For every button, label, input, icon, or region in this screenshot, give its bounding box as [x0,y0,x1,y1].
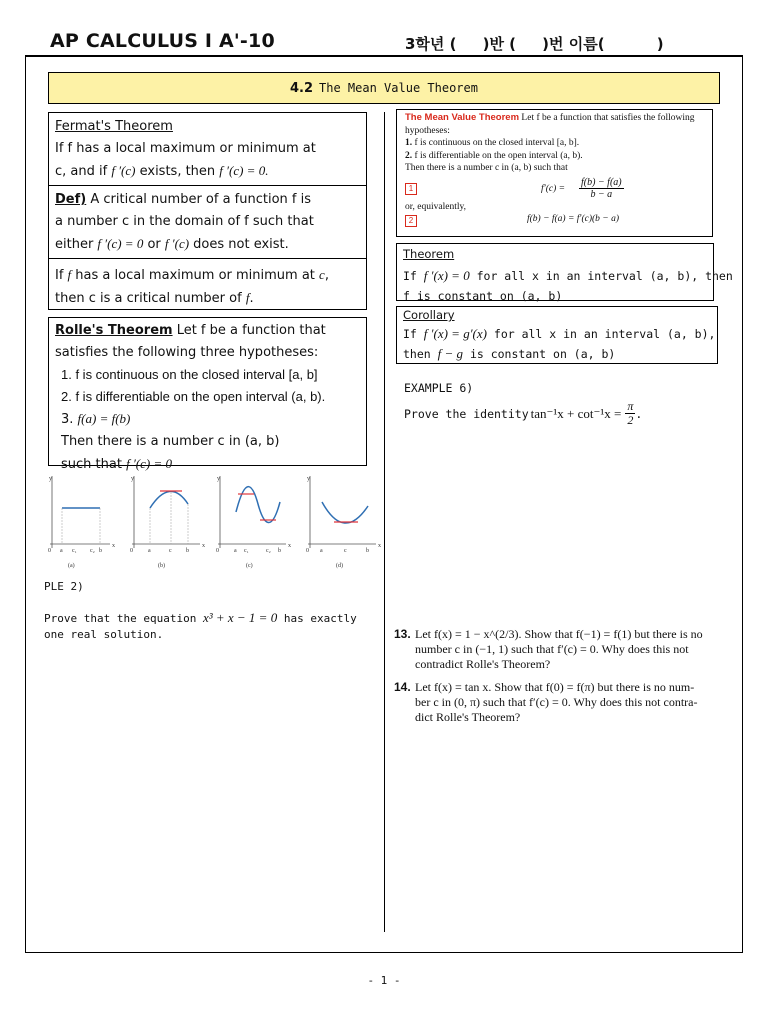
rolle-line2: satisfies the following three hypotheses: [55,345,319,360]
definition-line1: Def) A critical number of a function f is [55,192,312,207]
problem-13-number: 13. [394,627,411,641]
svg-text:a: a [60,548,63,554]
graph-caption-a: (a) [68,563,75,569]
theorem-line1: If f ′(x) = 0 for all x in an interval (a, b), then [403,268,733,283]
svg-text:a: a [234,548,237,554]
svg-text:x: x [378,543,381,549]
definition-line2: a number c in the domain of f such that [55,214,314,229]
problem-14-number: 14. [394,680,411,694]
svg-text:a: a [320,548,323,554]
svg-text:c₂: c₂ [90,548,95,554]
svg-text:c: c [169,548,172,554]
corollary-title: Corollary [403,308,455,322]
section-number: 4.2 [290,80,314,96]
mvt-equation-2: 2 f(b) − f(a) = f′(c)(b − a) [405,213,704,227]
column-divider [384,112,385,932]
example-6-text: Prove the identity tan⁻¹x + cot⁻¹x = $\frac{\pi}{2}$ . [404,399,643,427]
rolle-hypothesis-1: 1. f is continuous on the closed interval [a, b] [61,367,318,382]
mvt-equation-1: 1 f′(c) = $\frac{f(b) - f(a)}{b - a}$ [405,175,704,201]
example-2-text: Prove that the equation x³ + x − 1 = 0 has exactly one real solution. [44,610,357,641]
problem-13: 13. Let f(x) = 1 − x^(2/3). Show that f(−1) = f(1) but there is no number c in (−1, 1) such that f′(c) = 0. Why does this not contradict Rolle's Theorem? [394,627,703,671]
problem-14: 14. Let f(x) = tan x. Show that f(0) = f(π) but there is no num- ber c in (0, π) such that f′(c) = 0. Why does this not contra- dict Rolle's Theorem? [394,680,698,724]
svg-text:c₁: c₁ [244,548,249,554]
svg-text:y: y [49,476,52,482]
svg-text:y: y [307,476,310,482]
equation-tag-2: 2 [405,215,417,227]
svg-text:0: 0 [48,548,51,554]
document-title: AP CALCULUS I A'-10 [50,30,275,52]
svg-text:c₂: c₂ [266,548,271,554]
example-6-label: EXAMPLE 6) [404,381,474,395]
svg-text:0: 0 [306,548,309,554]
rolle-theorem-box [48,317,367,472]
theorem-title: Theorem [403,247,455,261]
rolle-hypothesis-3: 3. f(a) = f(b) [61,411,131,427]
svg-text:b: b [278,548,281,554]
definition-box [48,185,367,259]
section-title: The Mean Value Theorem [319,81,478,95]
graph-c [216,476,291,569]
svg-text:0: 0 [130,548,133,554]
svg-text:b: b [186,548,189,554]
mvt-intro: The Mean Value Theorem Let f be a function that satisfies the following [405,112,695,123]
example-2-label: PLE 2) [44,580,84,593]
svg-text:x: x [288,543,291,549]
graph-caption-c: (c) [246,563,253,569]
graph-caption-b: (b) [158,563,165,569]
svg-text:c: c [344,548,347,554]
graph-caption-d: (d) [336,563,343,569]
svg-text:0: 0 [216,548,219,554]
mvt-hypothesis-2: 2. f is differentiable on the open interval (a, b). [405,150,583,161]
svg-text:b: b [99,548,102,554]
svg-text:c₁: c₁ [72,548,77,554]
corollary-line2: then f − g is constant on (a, b) [403,346,616,361]
critical-line1: If f has a local maximum or minimum at c, [55,267,329,283]
critical-line2: then c is a critical number of f. [55,290,254,306]
mvt-box [396,109,713,237]
svg-text:b: b [366,548,369,554]
graph-b [130,476,205,569]
mvt-or-equivalently: or, equivalently, [405,201,466,212]
fermat-line1: If f has a local maximum or minimum at [55,141,316,156]
definition-line3: either f ′(c) = 0 or f ′(c) does not exist. [55,236,289,252]
theorem-box [396,243,733,303]
rolle-conclusion-1: Then there is a number c in (a, b) [61,434,280,449]
mvt-hypotheses-label: hypotheses: [405,125,450,136]
mvt-title: The Mean Value Theorem [405,112,520,123]
fermat-title: Fermat's Theorem [55,119,173,134]
theorem-line2: f is constant on (a, b) [403,289,563,303]
svg-text:y: y [131,476,134,482]
rolle-conclusion-2: such that f ′(c) = 0 [61,456,172,472]
graph-d [306,476,381,569]
mvt-hypothesis-1: 1. f is continuous on the closed interval [a, b]. [405,138,580,148]
graph-a [48,476,115,569]
svg-text:y: y [217,476,220,482]
rolle-hypothesis-2: 2. f is differentiable on the open interval (a, b). [61,389,326,404]
equation-tag-1: 1 [405,183,417,195]
student-info-field: 3학년 ( )반 ( )번 이름( ) [405,35,664,53]
fermat-box [48,112,367,186]
critical-number-box [48,258,367,310]
fermat-line2: c, and if f ′(c) exists, then f ′(c) = 0. [55,163,269,179]
mvt-conclusion: Then there is a number c in (a, b) such that [405,163,568,173]
rolle-graphs [40,472,380,572]
svg-text:x: x [202,543,205,549]
section-banner [48,72,720,104]
rolle-line1: Rolle's Theorem Let f be a function that [55,323,326,338]
corollary-box [396,306,718,364]
svg-text:a: a [148,548,151,554]
svg-text:x: x [112,543,115,549]
corollary-line1: If f ′(x) = g′(x) for all x in an interval (a, b), [403,326,716,341]
page-number: - 1 - [367,974,401,987]
